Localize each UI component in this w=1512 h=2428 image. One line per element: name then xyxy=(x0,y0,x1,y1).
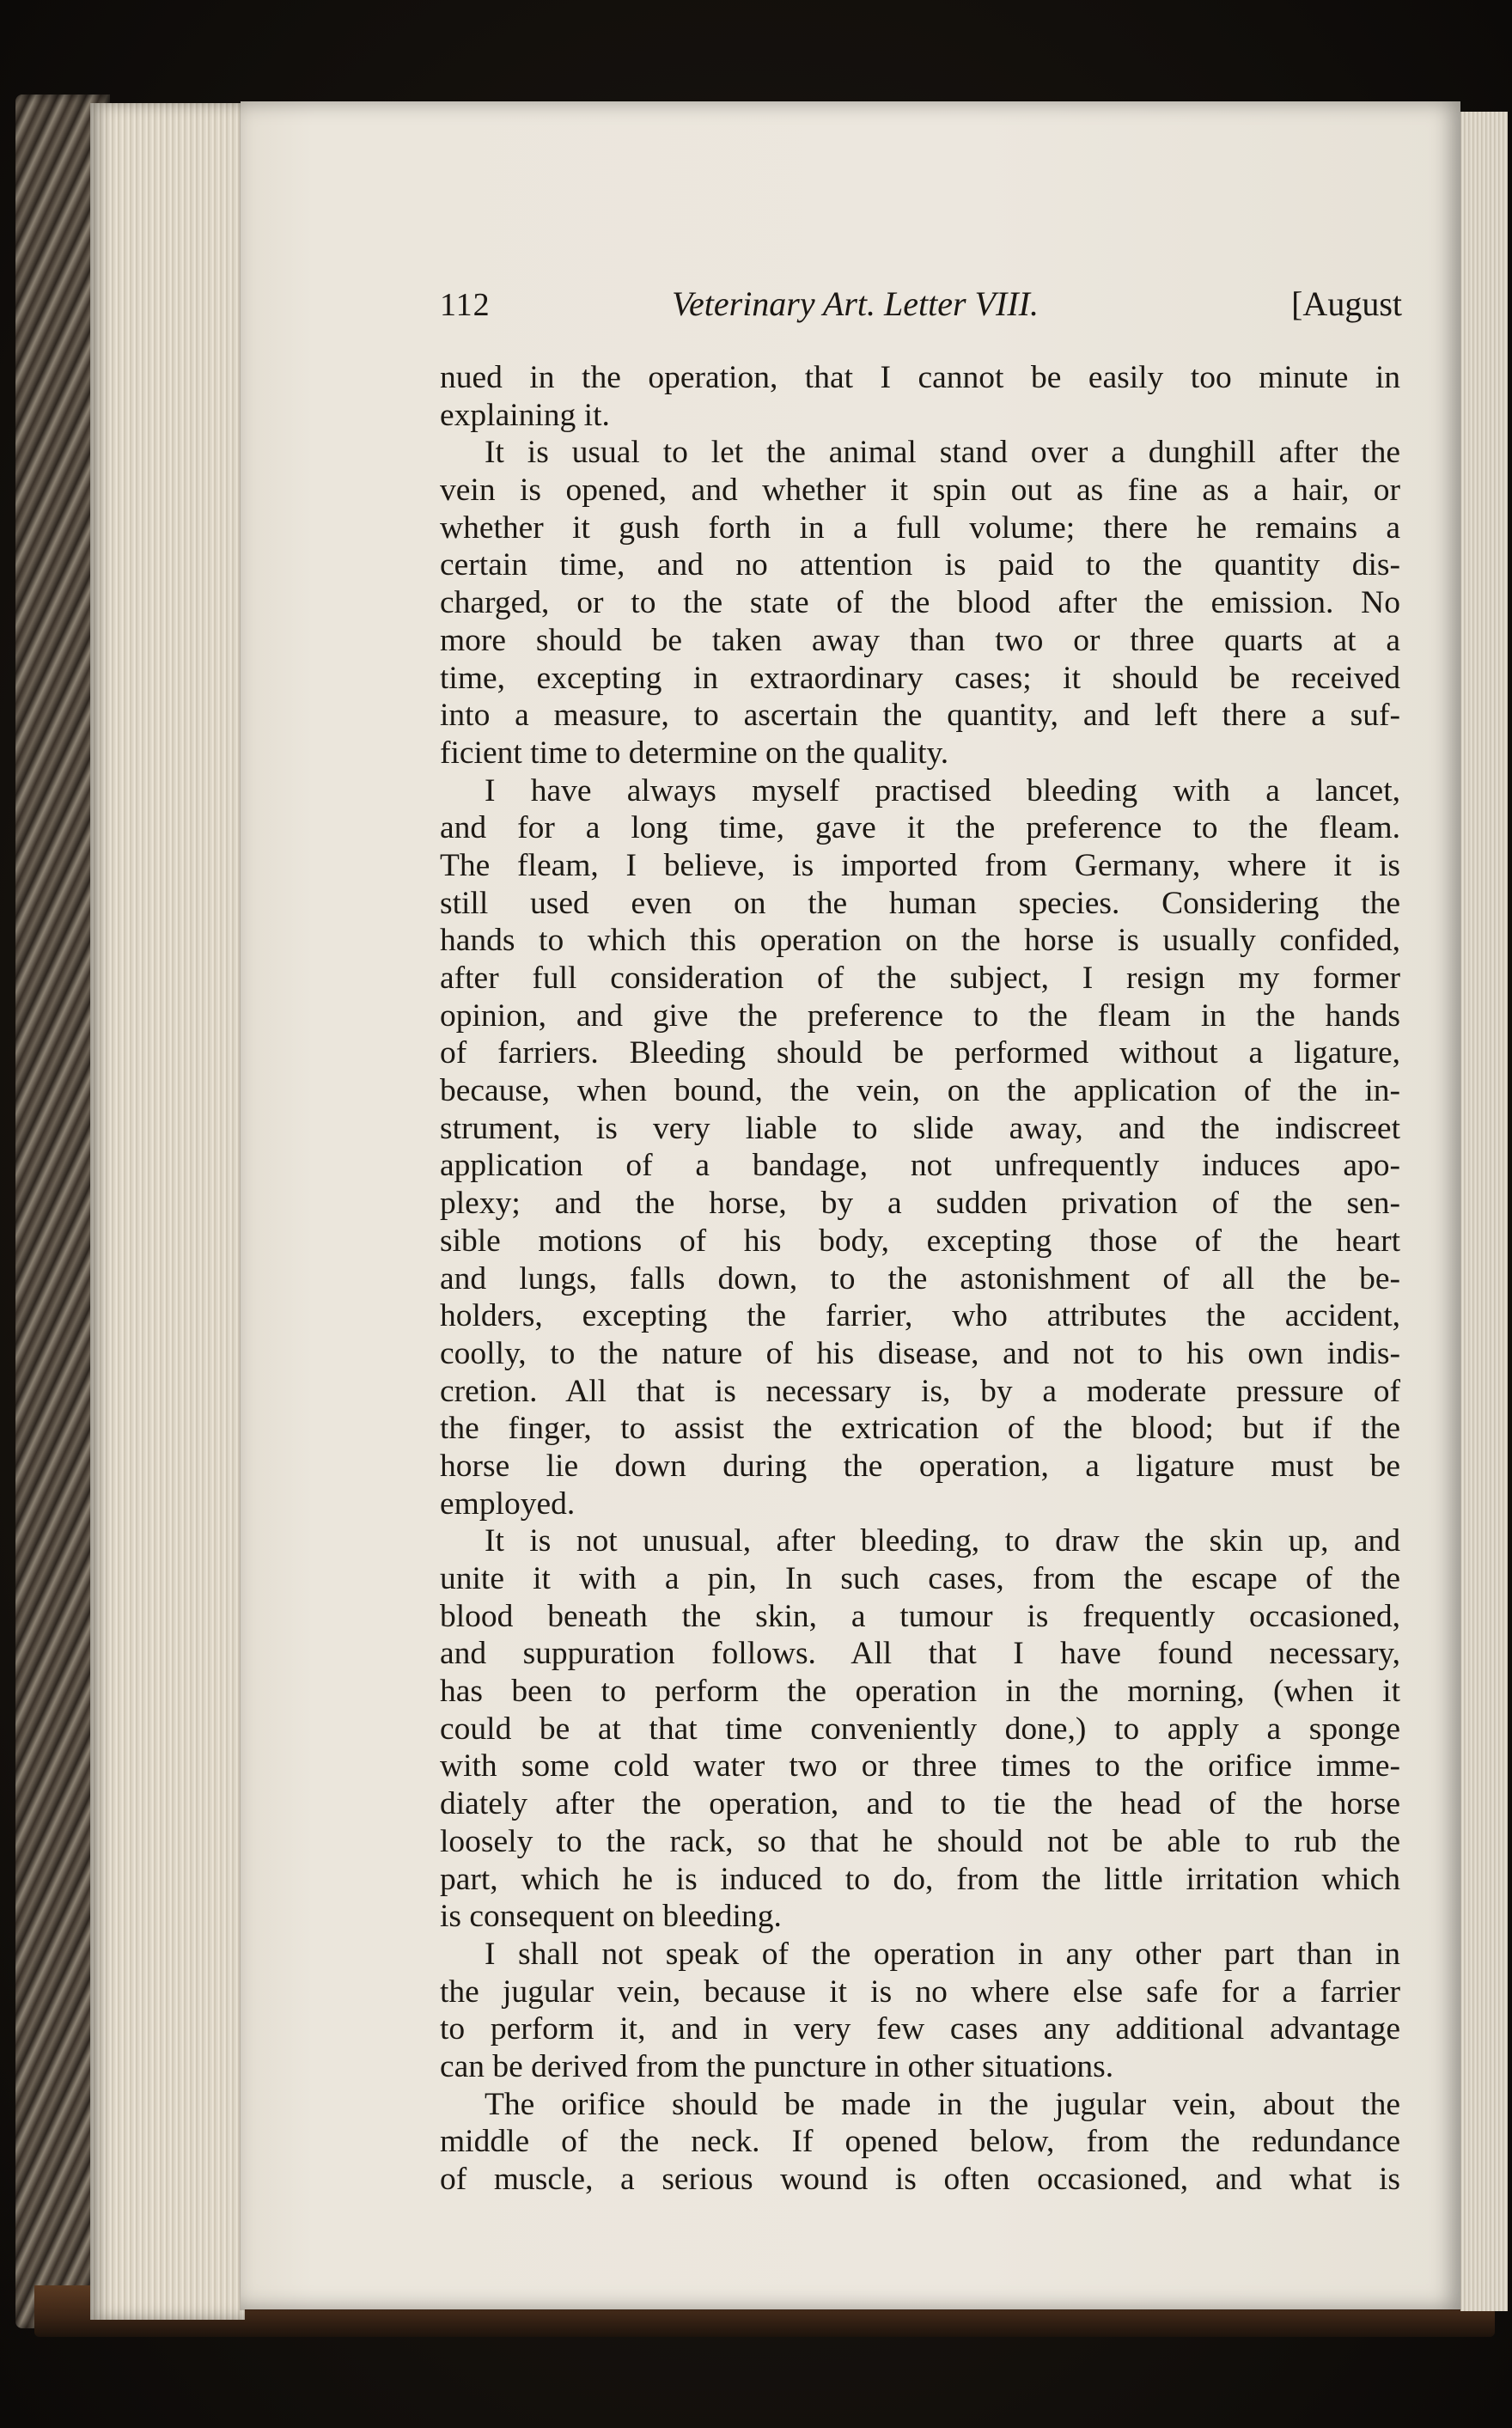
text-line: of muscle, a serious wound is often occasioned, and what is xyxy=(440,2162,1400,2197)
page-number: 112 xyxy=(440,287,491,323)
text-line: hands to which this operation on the horse is usually confided, xyxy=(440,923,1400,959)
text-line: The fleam, I believe, is imported from Germany, where it is xyxy=(440,847,1400,883)
running-title: Veterinary Art. Letter VIII. xyxy=(672,284,1039,323)
text-line: has been to perform the operation in the morning, (when it xyxy=(440,1674,1400,1710)
text-line: diately after the operation, and to tie the head of the horse xyxy=(440,1786,1400,1822)
text-line: the finger, to assist the extrication of the blood; but if the xyxy=(440,1411,1400,1447)
text-line: employed. xyxy=(440,1485,576,1522)
facing-page-edges xyxy=(1460,112,1508,2311)
text-line: to perform it, and in very few cases any additional advantage xyxy=(440,2011,1400,2047)
text-line: is consequent on bleeding. xyxy=(440,1899,782,1935)
text-line: part, which he is induced to do, from the little irritation which xyxy=(440,1861,1400,1897)
text-line: nued in the operation, that I cannot be easily too minute in xyxy=(440,360,1400,395)
text-line: opinion, and give the preference to the fleam in the hands xyxy=(440,997,1400,1034)
text-line: holders, excepting the farrier, who attributes the accident, xyxy=(440,1298,1400,1334)
text-line: with some cold water two or three times to the orifice imme- xyxy=(440,1748,1400,1784)
text-line: I have always myself practised bleeding with a lancet, xyxy=(485,772,1400,808)
text-line: The orifice should be made in the jugular vein, about the xyxy=(485,2086,1400,2122)
running-section: [August xyxy=(1291,284,1402,323)
page-block-edges xyxy=(90,103,245,2320)
text-line: vein is opened, and whether it spin out as fine as a hair, or xyxy=(440,473,1400,509)
text-line: coolly, to the nature of his disease, and not to his own indis- xyxy=(440,1335,1400,1371)
text-line: time, excepting in extraordinary cases; it should be received xyxy=(440,660,1400,696)
text-line: blood beneath the skin, a tumour is frequently occasioned, xyxy=(440,1598,1400,1634)
running-head xyxy=(440,284,1402,326)
text-line: more should be taken away than two or three quarts at a xyxy=(440,622,1400,658)
text-line: explaining it. xyxy=(440,397,610,433)
text-line: charged, or to the state of the blood after the emission. No xyxy=(440,585,1400,621)
text-line: plexy; and the horse, by a sudden privation of the sen- xyxy=(440,1186,1400,1222)
text-line: cretion. All that is necessary is, by a moderate pressure of xyxy=(440,1373,1400,1409)
text-line: and for a long time, gave it the preference to the fleam. xyxy=(440,810,1400,846)
text-line: loosely to the rack, so that he should not be able to rub the xyxy=(440,1823,1400,1859)
text-line: strument, is very liable to slide away, and the indiscreet xyxy=(440,1110,1400,1146)
body-text xyxy=(440,359,1400,2199)
text-line: into a measure, to ascertain the quantity, and left there a suf- xyxy=(440,698,1400,734)
text-line: whether it gush forth in a full volume; there he remains a xyxy=(440,509,1400,546)
text-line: horse lie down during the operation, a ligature must be xyxy=(440,1448,1400,1484)
text-line: still used even on the human species. Considering the xyxy=(440,885,1400,921)
text-line: application of a bandage, not unfrequently induces apo- xyxy=(440,1148,1400,1184)
text-line: can be derived from the puncture in other situations. xyxy=(440,2048,1114,2084)
text-line: could be at that time conveniently done,) to apply a sponge xyxy=(440,1711,1400,1747)
text-line: because, when bound, the vein, on the application of the in- xyxy=(440,1073,1400,1109)
text-line: unite it with a pin, In such cases, from the escape of the xyxy=(440,1561,1400,1596)
text-line: and suppuration follows. All that I have found necessary, xyxy=(440,1636,1400,1672)
text-line: middle of the neck. If opened below, from the redundance xyxy=(440,2124,1400,2160)
text-line: of farriers. Bleeding should be performed without a ligature, xyxy=(440,1035,1400,1071)
text-line: It is not unusual, after bleeding, to draw the skin up, and xyxy=(485,1523,1400,1559)
text-line: sible motions of his body, excepting those of the heart xyxy=(440,1223,1400,1259)
text-line: after full consideration of the subject, I resign my former xyxy=(440,961,1400,996)
text-line: ficient time to determine on the quality. xyxy=(440,735,949,771)
text-line: certain time, and no attention is paid to the quantity dis- xyxy=(440,547,1400,583)
text-line: I shall not speak of the operation in any other part than in xyxy=(485,1936,1400,1972)
text-line: and lungs, falls down, to the astonishment of all the be- xyxy=(440,1260,1400,1296)
text-line: It is usual to let the animal stand over a dunghill after the xyxy=(485,435,1400,471)
text-line: the jugular vein, because it is no where else safe for a farrier xyxy=(440,1974,1400,2010)
